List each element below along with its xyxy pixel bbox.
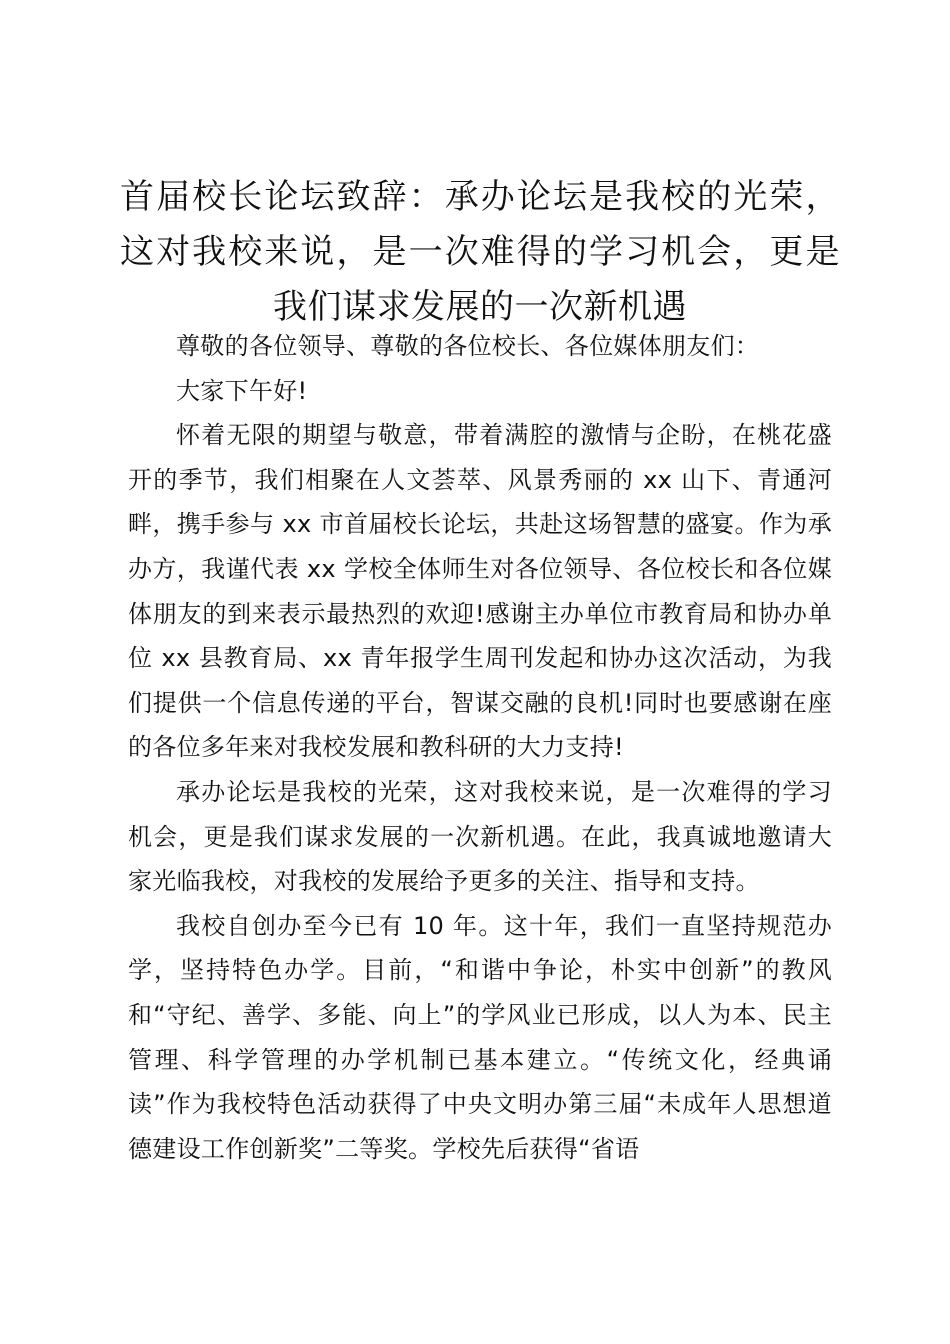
school-history-paragraph: 我校自创办至今已有 10 年。这十年，我们一直坚持规范办学，坚持特色办学。目前，“和谐中争论，朴实中创新”的教风和“守纪、善学、多能、向上”的学风业已形成，以人为本、民主管理、科学管理的办学机制已基本建立。“传统文化，经典诵读”作为我校特色活动获得了中央文明办第三届“未成年人思想道德建设工作创新奖”二等奖。学校先后获得“省语	[128, 911, 832, 1163]
honor-paragraph: 承办论坛是我校的光荣，这对我校来说，是一次难得的学习机会，更是我们谋求发展的一次新机遇。在此，我真诚地邀请大家光临我校，对我校的发展给予更多的关注、指导和支持。	[128, 777, 832, 896]
document-body	[128, 324, 832, 1171]
greeting-paragraph: 大家下午好!	[176, 376, 308, 405]
document-title: 首届校长论坛致辞：承办论坛是我校的光荣，这对我校来说，是一次难得的学习机会，更是我们谋求发展的一次新机遇	[120, 177, 840, 327]
welcome-paragraph: 怀着无限的期望与敬意，带着满腔的激情与企盼，在桃花盛开的季节，我们相聚在人文荟萃、风景秀丽的 xx 山下、青通河畔，携手参与 xx 市首届校长论坛，共赴这场智慧的盛宴。作为承办方，我谨代表 xx 学校全体师生对各位领导、各位校长和各位媒体朋友的到来表示最热烈的欢迎!感谢主办单位市教育局和协办单位 xx 县教育局、xx 青年报学生周刊发起和协办这次活动，为我们提供一个信息传递的平台，智谋交融的良机!同时也要感谢在座的各位多年来对我校发展和教科研的大力支持!	[128, 421, 832, 762]
salutation-paragraph: 尊敬的各位领导、尊敬的各位校长、各位媒体朋友们：	[176, 332, 760, 360]
